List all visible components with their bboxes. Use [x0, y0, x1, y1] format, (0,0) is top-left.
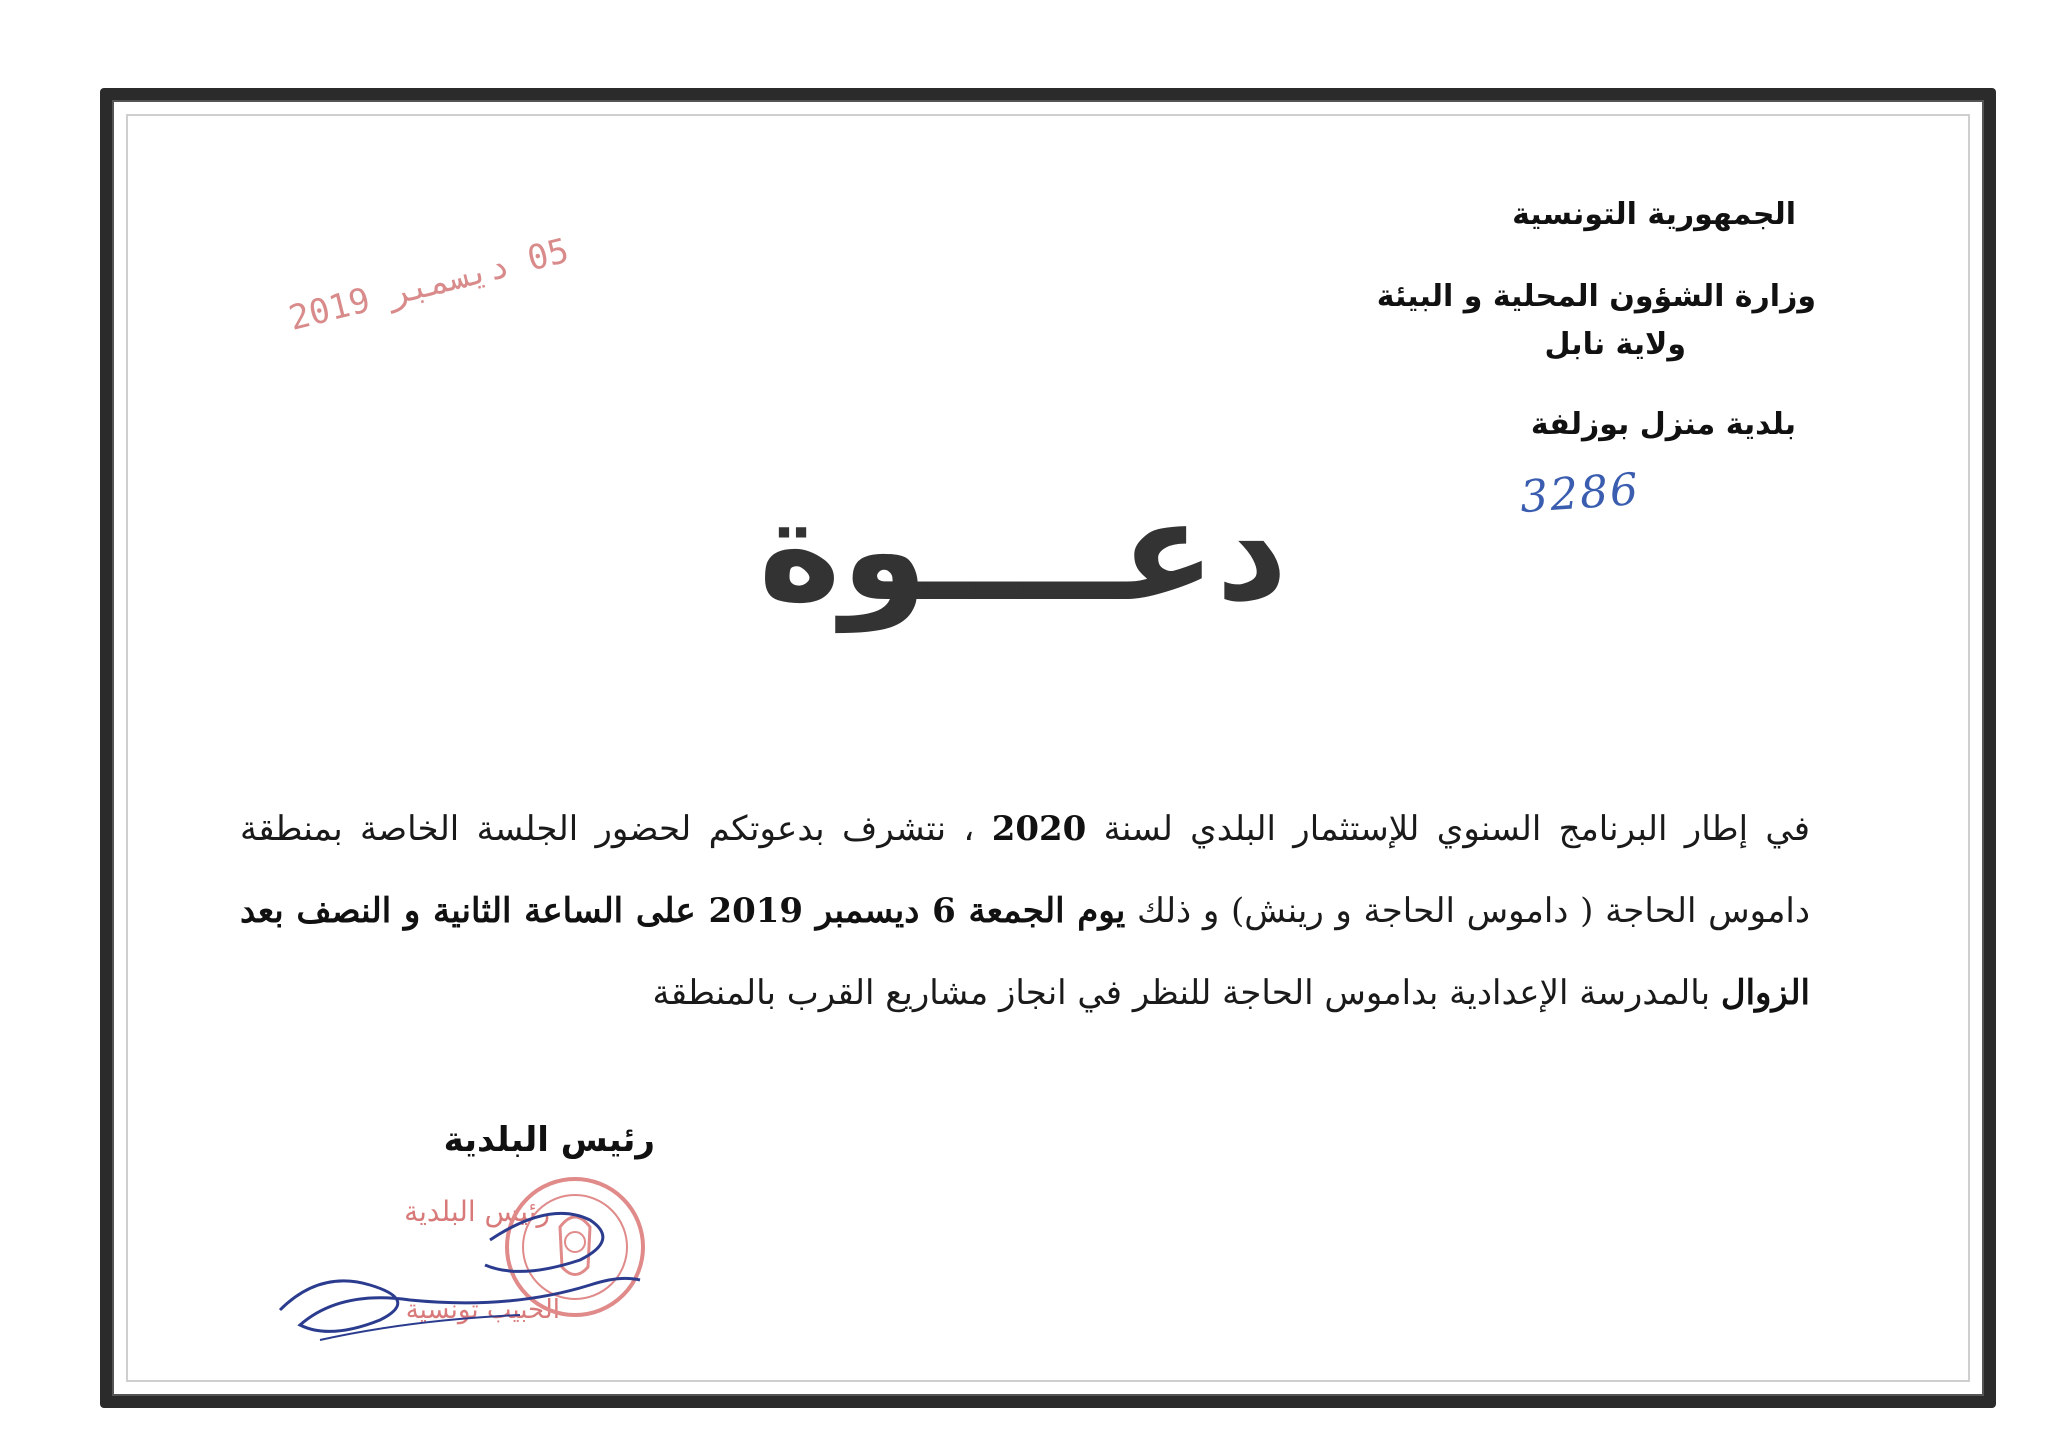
invitation-body	[240, 788, 1810, 1034]
republic-name: الجمهورية التونسية	[1512, 197, 1796, 232]
municipality-name: بلدية منزل بوزلفة	[1530, 407, 1796, 442]
date-stamp-month: ديسمبر	[384, 245, 514, 315]
body-part-3: بالمدرسة الإعدادية بداموس الحاجة للنظر في انجاز مشاريع القرب بالمنطقة	[652, 973, 1721, 1013]
date-stamp-year: 2019	[285, 280, 375, 339]
handwritten-signature-icon	[260, 1190, 660, 1360]
body-part-1: في إطار البرنامج السنوي للإستثمار البلدي لسنة	[1086, 809, 1810, 849]
document-title: دعــــوة	[758, 470, 1288, 633]
date-stamp-day: 05	[523, 230, 573, 280]
stamp-title: رئيس البلدية	[404, 1195, 550, 1228]
ministry-name: وزارة الشؤون المحلية و البيئة	[1376, 279, 1816, 314]
reference-number: 3286	[1518, 463, 1642, 524]
stamp-name: الحبيب تونسية	[405, 1295, 560, 1325]
body-year: 2020	[991, 809, 1087, 849]
body-part-2: ، نتشرف بدعوتكم لحضور الجلسة الخاصة بمنطقة داموس الحاجة ( داموس الحاجة و رينش) و ذلك	[240, 809, 1810, 931]
body-date-time: يوم الجمعة 6 ديسمبر 2019 على الساعة الثانية و النصف بعد الزوال	[240, 891, 1810, 1013]
signatory-title: رئيس البلدية	[443, 1120, 655, 1160]
governorate-name: ولاية نابل	[1544, 327, 1686, 362]
